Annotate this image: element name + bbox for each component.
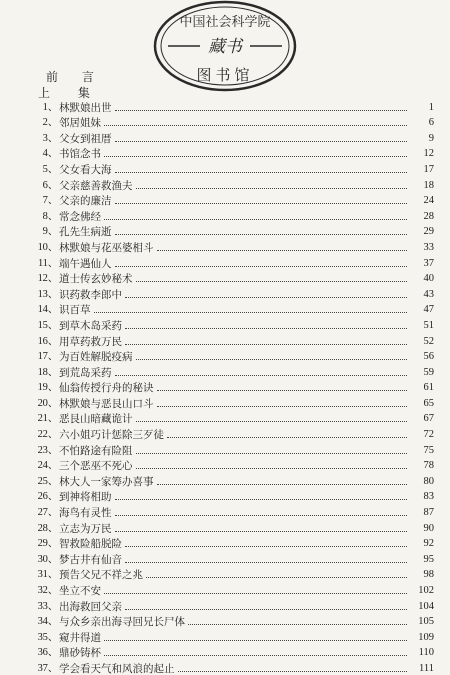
toc-entry-title: 林大人一家筹办喜事	[59, 475, 154, 488]
dot-leader	[136, 468, 408, 469]
toc-entry-page: 105	[418, 616, 434, 628]
toc-entry-title: 林默娘与恶艮山口斗	[59, 397, 154, 410]
toc-row	[36, 519, 434, 535]
dot-leader	[104, 125, 407, 126]
stamp-institution-text: 中国社会科学院	[179, 15, 271, 30]
dot-leader	[136, 188, 408, 189]
toc-row	[36, 613, 434, 629]
toc-entry-title: 识百草	[59, 304, 91, 317]
toc-entry-page: 95	[423, 553, 434, 565]
toc-entry-number: 30、	[37, 553, 58, 565]
toc-entry-page: 61	[423, 382, 434, 394]
toc-entry-page: 37	[423, 257, 434, 269]
toc-entry-number: 29、	[37, 538, 58, 550]
toc-entry-number: 2、	[42, 117, 58, 129]
toc-entry-title: 父亲的廉洁	[59, 195, 112, 208]
toc-entry-title: 书馆念书	[59, 148, 101, 161]
toc-entry-title: 与众乡亲出海寻回兄长尸体	[59, 616, 185, 629]
dot-leader	[115, 203, 408, 204]
toc-entry-number: 37、	[37, 662, 58, 674]
dot-leader	[94, 312, 408, 313]
toc-entry-page: 12	[423, 148, 434, 160]
dot-leader	[104, 156, 407, 157]
dot-leader	[115, 266, 408, 267]
toc-row	[36, 659, 434, 675]
toc-row	[36, 628, 434, 644]
toc-row	[36, 363, 434, 379]
toc-entry-page: 40	[423, 273, 434, 285]
toc-entry-page: 72	[423, 429, 434, 441]
toc-entry-number: 20、	[37, 397, 58, 409]
dot-leader	[104, 593, 407, 594]
toc-entry-title: 父亲慈善救渔夫	[59, 179, 133, 192]
toc-entry-number: 13、	[37, 288, 58, 300]
toc-entry-title: 立志为万民	[59, 522, 112, 535]
toc-entry-title: 鼎砂铸杯	[59, 647, 101, 660]
toc-entry-page: 110	[418, 647, 434, 659]
toc-row	[36, 379, 434, 395]
toc-entry-title: 梦古井有仙音	[59, 553, 122, 566]
dot-leader	[104, 640, 407, 641]
toc-entry-page: 98	[423, 569, 434, 581]
toc-entry-title: 常念佛经	[59, 210, 101, 223]
toc-entry-page: 87	[423, 507, 434, 519]
toc-entry-page: 51	[423, 319, 434, 331]
toc-entry-page: 29	[423, 226, 434, 238]
dot-leader	[125, 297, 407, 298]
toc-entry-title: 仙翁传授行舟的秘诀	[59, 382, 154, 395]
toc-row	[36, 394, 434, 410]
toc-entry-number: 33、	[37, 600, 58, 612]
toc-row	[36, 129, 434, 145]
toc-header	[38, 70, 104, 100]
dot-leader	[115, 531, 408, 532]
stamp-subtitle-text: 藏书	[208, 37, 242, 57]
toc-entry-number: 23、	[37, 444, 58, 456]
toc-entry-title: 到神将相助	[59, 491, 112, 504]
toc-entry-number: 7、	[42, 195, 58, 207]
toc-row	[36, 98, 434, 114]
dot-leader	[178, 671, 408, 672]
toc-entry-number: 3、	[42, 132, 58, 144]
toc-entry-page: 24	[423, 195, 434, 207]
toc-entry-title: 六小姐巧计惩除三歹徒	[59, 429, 164, 442]
dot-leader	[136, 421, 408, 422]
toc-entry-page: 18	[423, 179, 434, 191]
toc-entry-page: 1	[428, 101, 434, 113]
toc-entry-number: 4、	[42, 148, 58, 160]
toc-entry-number: 14、	[37, 304, 58, 316]
dot-leader	[136, 359, 408, 360]
dot-leader	[167, 437, 407, 438]
toc-entry-number: 11、	[37, 257, 58, 269]
toc-entry-number: 5、	[42, 163, 58, 175]
toc-entry-page: 75	[423, 444, 434, 456]
toc-entry-page: 56	[423, 351, 434, 363]
toc-entry-title: 用草药救万民	[59, 335, 122, 348]
toc-entry-title: 窥井得道	[59, 631, 101, 644]
toc-entry-title: 三个恶巫不死心	[59, 460, 133, 473]
toc-entry-number: 24、	[37, 460, 58, 472]
toc-row	[36, 535, 434, 551]
toc-row	[36, 581, 434, 597]
toc-entry-number: 35、	[37, 631, 58, 643]
toc-entry-page: 102	[418, 585, 434, 596]
toc-entry-number: 25、	[37, 475, 58, 487]
toc-row	[36, 285, 434, 301]
dot-leader	[157, 484, 408, 485]
toc-entry-number: 21、	[37, 413, 58, 425]
toc-entry-page: 59	[423, 366, 434, 378]
library-stamp	[150, 0, 300, 96]
toc-row	[36, 488, 434, 504]
toc-row	[36, 316, 434, 332]
toc-entry-number: 22、	[37, 429, 58, 441]
toc-entry-number: 12、	[37, 273, 58, 285]
toc-entry-page: 90	[423, 522, 434, 534]
toc-entry-page: 47	[423, 304, 434, 316]
dot-leader	[188, 624, 407, 625]
dot-leader	[115, 515, 408, 516]
toc-entry-page: 104	[418, 600, 434, 612]
table-of-contents	[36, 98, 434, 675]
toc-row	[36, 472, 434, 488]
toc-entry-number: 18、	[37, 366, 58, 378]
dot-leader	[115, 172, 408, 173]
toc-entry-page: 83	[423, 491, 434, 503]
toc-entry-title: 邻居姐妹	[59, 117, 101, 130]
toc-entry-title: 到荒岛采药	[59, 366, 112, 379]
toc-entry-page: 52	[423, 335, 434, 347]
toc-entry-title: 道士传玄妙秘术	[59, 273, 133, 286]
toc-entry-number: 31、	[37, 569, 58, 581]
stamp-graphic	[150, 0, 300, 96]
dot-leader	[104, 219, 407, 220]
toc-row	[36, 176, 434, 192]
dot-leader	[125, 344, 407, 345]
toc-entry-number: 26、	[37, 491, 58, 503]
toc-row	[36, 254, 434, 270]
dot-leader	[157, 406, 408, 407]
dot-leader	[125, 546, 407, 547]
dot-leader	[115, 141, 408, 142]
toc-entry-number: 1、	[42, 101, 58, 113]
toc-row	[36, 114, 434, 130]
dot-leader	[115, 110, 408, 111]
toc-row	[36, 145, 434, 161]
dot-leader	[104, 655, 407, 656]
toc-entry-page: 78	[423, 460, 434, 472]
toc-entry-number: 15、	[37, 319, 58, 331]
toc-entry-number: 36、	[37, 647, 58, 659]
toc-row	[36, 207, 434, 223]
toc-row	[36, 503, 434, 519]
dot-leader	[125, 562, 407, 563]
preface-heading: 前 言	[46, 70, 104, 84]
toc-row	[36, 160, 434, 176]
toc-entry-page: 28	[423, 210, 434, 222]
dot-leader	[125, 328, 407, 329]
dot-leader	[125, 609, 407, 610]
toc-entry-page: 33	[423, 241, 434, 253]
toc-row	[36, 566, 434, 582]
stamp-bottom-text: 图书馆	[196, 66, 254, 84]
toc-entry-title: 海鸟有灵性	[59, 507, 112, 520]
toc-entry-title: 林默娘出世	[59, 101, 112, 114]
dot-leader	[136, 281, 408, 282]
toc-row	[36, 192, 434, 208]
toc-entry-title: 预告父兄不祥之兆	[59, 569, 143, 582]
toc-entry-number: 27、	[37, 507, 58, 519]
toc-entry-title: 识药救李郎中	[59, 288, 122, 301]
toc-entry-title: 恶艮山暗藏诡计	[59, 413, 133, 426]
toc-entry-page: 111	[419, 662, 434, 674]
toc-row	[36, 238, 434, 254]
toc-row	[36, 597, 434, 613]
toc-entry-page: 92	[423, 538, 434, 550]
dot-leader	[157, 390, 408, 391]
toc-row	[36, 441, 434, 457]
toc-entry-page: 65	[423, 397, 434, 409]
dot-leader	[157, 250, 408, 251]
dot-leader	[146, 577, 407, 578]
toc-entry-title: 智救险船脱险	[59, 538, 122, 551]
toc-row	[36, 644, 434, 660]
toc-entry-page: 43	[423, 288, 434, 300]
toc-entry-number: 10、	[37, 241, 58, 253]
toc-entry-number: 17、	[37, 351, 58, 363]
toc-entry-number: 28、	[37, 522, 58, 534]
toc-entry-title: 出海救回父亲	[59, 600, 122, 613]
toc-row	[36, 223, 434, 239]
dot-leader	[136, 453, 408, 454]
toc-row	[36, 457, 434, 473]
toc-row	[36, 550, 434, 566]
dot-leader	[115, 234, 408, 235]
volume-heading: 上 集	[38, 86, 102, 100]
toc-entry-number: 32、	[37, 585, 58, 596]
toc-entry-page: 6	[428, 117, 434, 129]
toc-entry-page: 109	[418, 631, 434, 643]
toc-entry-number: 34、	[37, 616, 58, 628]
toc-entry-title: 父女看大海	[59, 163, 112, 176]
toc-row	[36, 410, 434, 426]
toc-entry-page: 17	[423, 163, 434, 175]
dot-leader	[115, 499, 408, 500]
toc-entry-number: 9、	[42, 226, 58, 238]
toc-row	[36, 270, 434, 286]
toc-entry-number: 16、	[37, 335, 58, 347]
toc-entry-title: 林默娘与花巫婆相斗	[59, 241, 154, 254]
toc-entry-title: 坐立不安	[59, 585, 101, 597]
toc-entry-title: 不怕路途有险阻	[59, 444, 133, 457]
toc-row	[36, 425, 434, 441]
toc-entry-number: 6、	[42, 179, 58, 191]
dot-leader	[115, 375, 408, 376]
toc-entry-page: 80	[423, 475, 434, 487]
toc-entry-title: 孔先生病逝	[59, 226, 112, 239]
toc-row	[36, 332, 434, 348]
toc-entry-title: 到草木岛采药	[59, 319, 122, 332]
toc-row	[36, 348, 434, 364]
toc-entry-title: 端午遇仙人	[59, 257, 112, 270]
toc-entry-page: 67	[423, 413, 434, 425]
toc-entry-number: 8、	[42, 210, 58, 222]
toc-row	[36, 301, 434, 317]
toc-entry-title: 学会看天气和风浪的起止	[59, 662, 175, 675]
toc-entry-title: 父女到祖厝	[59, 132, 112, 145]
toc-entry-page: 9	[428, 132, 434, 144]
toc-entry-number: 19、	[37, 382, 58, 394]
toc-entry-title: 为百姓解脱疫病	[59, 351, 133, 364]
